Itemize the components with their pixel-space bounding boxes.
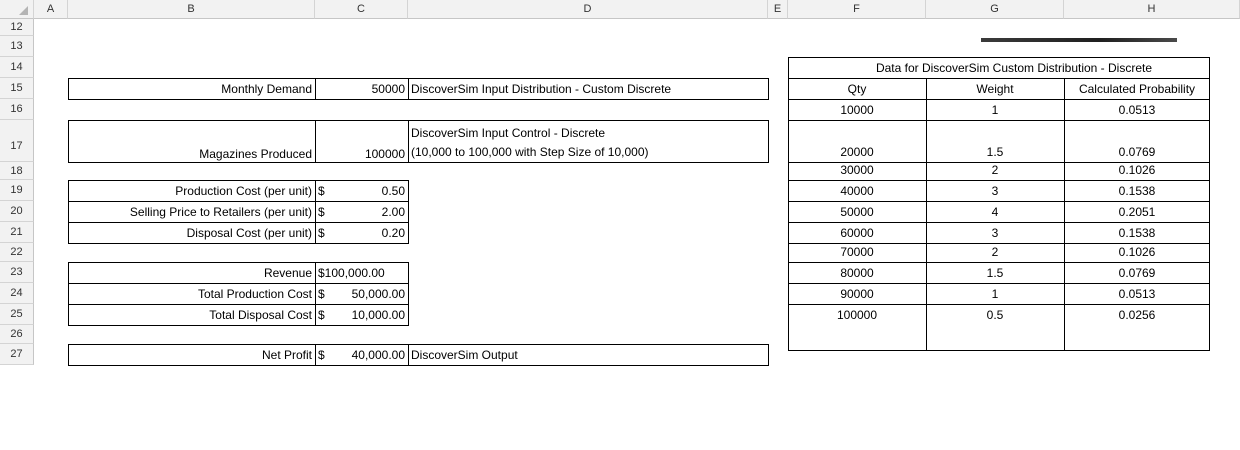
- table-cell-qty[interactable]: 60000: [840, 226, 874, 240]
- table-cell-probability[interactable]: 0.0513: [1118, 287, 1156, 301]
- row-header-15[interactable]: 15: [0, 78, 34, 99]
- magazines-produced-label[interactable]: Magazines Produced: [199, 147, 312, 161]
- total-production-cost-label[interactable]: Total Production Cost: [197, 286, 312, 301]
- row-header-14[interactable]: 14: [0, 57, 34, 78]
- table-cell-probability[interactable]: 0.0769: [1118, 266, 1156, 280]
- row-header-13[interactable]: 13: [0, 36, 34, 57]
- disposal-cost-label[interactable]: Disposal Cost (per unit): [186, 225, 312, 240]
- table-cell-weight[interactable]: 2: [991, 245, 999, 259]
- table-cell-weight[interactable]: 4: [991, 205, 999, 219]
- table-cell-probability[interactable]: 0.2051: [1118, 205, 1156, 219]
- revenue-value[interactable]: [315, 262, 408, 283]
- column-header-c[interactable]: C: [315, 0, 408, 19]
- currency-symbol: $: [318, 204, 325, 219]
- table-cell-probability[interactable]: 0.1538: [1118, 184, 1156, 198]
- amount: 40,000.00: [351, 347, 405, 362]
- magazines-produced-note[interactable]: [408, 120, 768, 162]
- row-header-12[interactable]: 12: [0, 19, 34, 36]
- table-cell-qty[interactable]: 80000: [840, 266, 874, 280]
- table-cell-probability[interactable]: 0.0256: [1118, 308, 1156, 322]
- production-cost-value[interactable]: [315, 180, 408, 201]
- table-cell-qty[interactable]: 10000: [840, 103, 874, 117]
- net-profit-note[interactable]: DiscoverSim Output: [411, 347, 518, 362]
- select-all-corner[interactable]: [0, 0, 34, 19]
- net-profit-value[interactable]: [315, 344, 408, 365]
- table-cell-qty[interactable]: 90000: [840, 287, 874, 301]
- row-header-27[interactable]: 27: [0, 344, 34, 365]
- amount: $100,000.00: [318, 265, 385, 280]
- table-cell-weight[interactable]: 0.5: [986, 308, 1004, 322]
- total-disposal-cost-value[interactable]: [315, 304, 408, 325]
- disposal-cost-value[interactable]: [315, 222, 408, 243]
- table-cell-probability[interactable]: 0.1026: [1118, 245, 1156, 259]
- net-profit-label[interactable]: Net Profit: [261, 347, 312, 362]
- table-cell-weight[interactable]: 1: [991, 103, 999, 117]
- table-cell-weight[interactable]: 1: [991, 287, 999, 301]
- currency-symbol: $: [318, 286, 325, 301]
- column-header-d[interactable]: D: [408, 0, 768, 19]
- table-cell-weight[interactable]: 2: [991, 163, 999, 177]
- row-header-17[interactable]: 17: [0, 120, 34, 162]
- amount: 0.50: [381, 183, 405, 198]
- table-cell-probability[interactable]: 0.0513: [1118, 103, 1156, 117]
- magazines-produced-value[interactable]: 100000: [364, 147, 405, 161]
- total-production-cost-value[interactable]: [315, 283, 408, 304]
- amount: 10,000.00: [351, 307, 405, 322]
- magazines-produced-note-line2: (10,000 to 100,000 with Step Size of 10,000): [411, 145, 649, 159]
- table-cell-probability[interactable]: 0.1026: [1118, 163, 1156, 177]
- row-header-18[interactable]: 18: [0, 162, 34, 180]
- amount: 2.00: [381, 204, 405, 219]
- monthly-demand-value[interactable]: 50000: [371, 81, 405, 96]
- header-qty[interactable]: Qty: [847, 81, 867, 96]
- table-cell-weight[interactable]: 1.5: [986, 266, 1004, 280]
- total-disposal-cost-label[interactable]: Total Disposal Cost: [209, 307, 312, 322]
- distribution-table-title[interactable]: Data for DiscoverSim Custom Distribution - Discrete: [875, 60, 1153, 75]
- table-cell-probability[interactable]: 0.1538: [1118, 226, 1156, 240]
- revenue-label[interactable]: Revenue: [263, 265, 312, 280]
- monthly-demand-note[interactable]: DiscoverSim Input Distribution - Custom Discrete: [411, 81, 672, 96]
- production-cost-label[interactable]: Production Cost (per unit): [175, 183, 312, 198]
- row-header-22[interactable]: 22: [0, 243, 34, 262]
- row-header-24[interactable]: 24: [0, 283, 34, 304]
- table-cell-weight[interactable]: 3: [991, 184, 999, 198]
- row-header-20[interactable]: 20: [0, 201, 34, 222]
- embedded-image[interactable]: [981, 38, 1177, 42]
- table-cell-qty[interactable]: 100000: [836, 308, 878, 322]
- row-header-23[interactable]: 23: [0, 262, 34, 283]
- currency-symbol: $: [318, 307, 325, 322]
- currency-symbol: $: [318, 225, 325, 240]
- row-header-25[interactable]: 25: [0, 304, 34, 325]
- currency-symbol: $: [318, 183, 325, 198]
- header-weight[interactable]: Weight: [976, 81, 1014, 96]
- amount: 50,000.00: [351, 286, 405, 301]
- column-header-b[interactable]: B: [68, 0, 315, 19]
- row-header-21[interactable]: 21: [0, 222, 34, 243]
- table-cell-qty[interactable]: 70000: [840, 245, 874, 259]
- monthly-demand-label[interactable]: Monthly Demand: [221, 81, 312, 96]
- table-cell-weight[interactable]: 1.5: [986, 145, 1004, 159]
- header-calculated-probability[interactable]: Calculated Probability: [1078, 81, 1196, 96]
- column-header-f[interactable]: F: [788, 0, 926, 19]
- column-header-e[interactable]: E: [768, 0, 788, 19]
- column-header-g[interactable]: G: [926, 0, 1064, 19]
- selling-price-label[interactable]: Selling Price to Retailers (per unit): [129, 204, 312, 219]
- magazines-produced-note-line1: DiscoverSim Input Control - Discrete: [411, 126, 606, 140]
- column-header-h[interactable]: H: [1064, 0, 1240, 19]
- row-header-26[interactable]: 26: [0, 325, 34, 344]
- table-cell-probability[interactable]: 0.0769: [1118, 145, 1156, 159]
- table-cell-qty[interactable]: 30000: [840, 163, 874, 177]
- currency-symbol: $: [318, 347, 325, 362]
- select-all-triangle-icon: [19, 6, 28, 15]
- row-header-16[interactable]: 16: [0, 99, 34, 120]
- row-header-19[interactable]: 19: [0, 180, 34, 201]
- selling-price-value[interactable]: [315, 201, 408, 222]
- column-header-a[interactable]: A: [34, 0, 68, 19]
- table-cell-qty[interactable]: 50000: [840, 205, 874, 219]
- amount: 0.20: [381, 225, 405, 240]
- table-cell-weight[interactable]: 3: [991, 226, 999, 240]
- table-cell-qty[interactable]: 40000: [840, 184, 874, 198]
- table-cell-qty[interactable]: 20000: [840, 145, 874, 159]
